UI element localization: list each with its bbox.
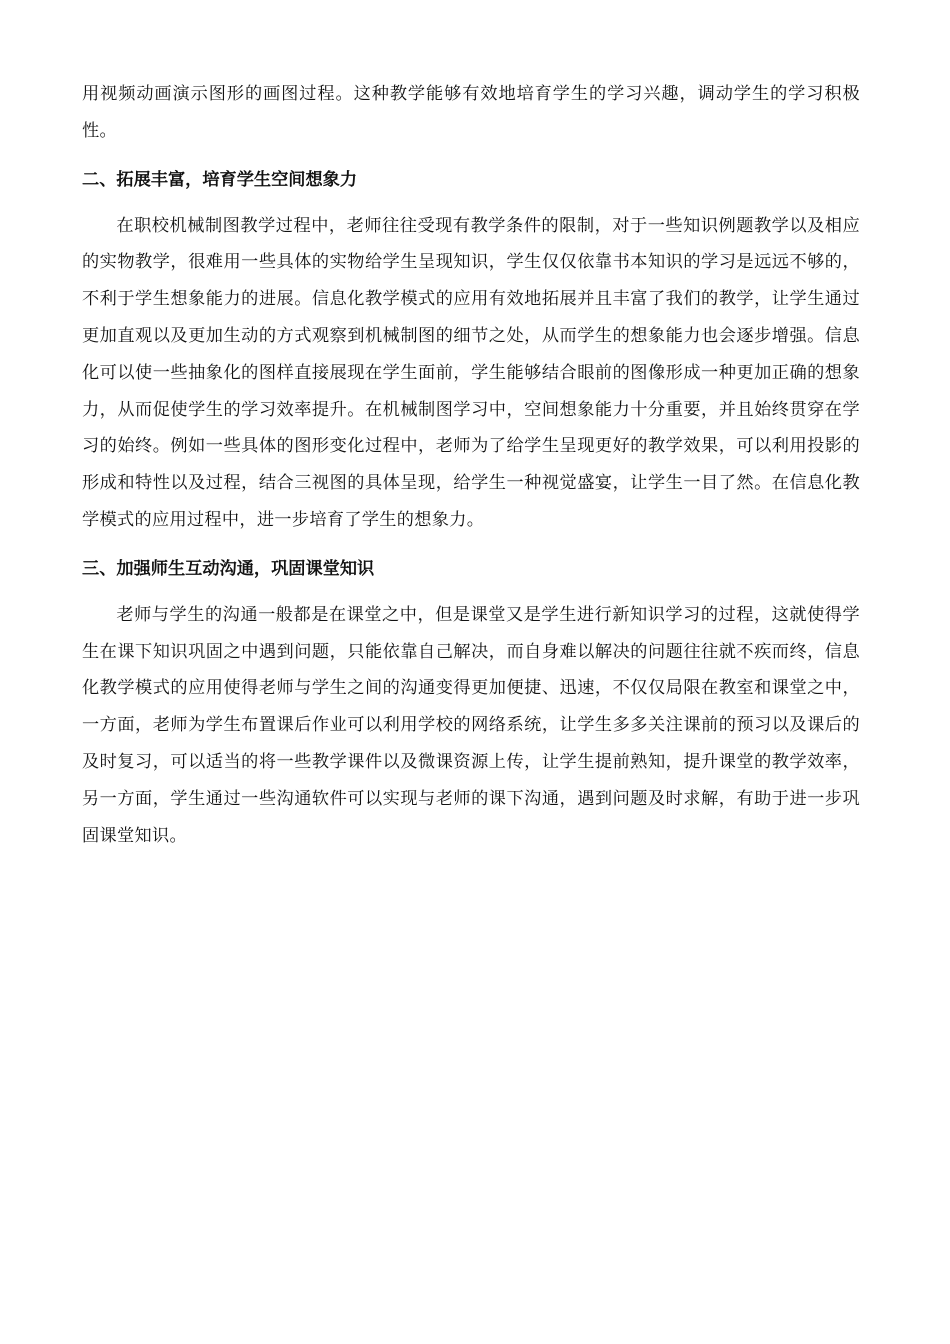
section-heading-3: 三、加强师生互动沟通，巩固课堂知识 [82, 558, 375, 579]
paragraph-section-3: 老师与学生的沟通一般都是在课堂之中，但是课堂又是学生进行新知识学习的过程，这就使得学生在课下知识巩固之中遇到问题，只能依靠自己解决，而自身难以解决的问题往往就不疾而终，信息化教学模式的应用使得老师与学生之间的沟通变得更加便捷、迅速，不仅仅局限在教室和课堂之中，一方面，老师为学生布置课后作业可以利用学校的网络系统，让学生多多关注课前的预习以及课后的及时复习，可以适当的将一些教学课件以及微课资源上传，让学生提前熟知，提升课堂的教学效率，另一方面，学生通过一些沟通软件可以实现与老师的课下沟通，遇到问题及时求解，有助于进一步巩固课堂知识。 [82, 604, 860, 846]
paragraph-section-2: 在职校机械制图教学过程中，老师往往受现有教学条件的限制，对于一些知识例题教学以及相应的实物教学，很难用一些具体的实物给学生呈现知识，学生仅仅依靠书本知识的学习是远远不够的，不利于学生想象能力的进展。信息化教学模式的应用有效地拓展并且丰富了我们的教学，让学生通过更加直观以及更加生动的方式观察到机械制图的细节之处，从而学生的想象能力也会逐步增强。信息化可以使一些抽象化的图样直接展现在学生面前，学生能够结合眼前的图像形成一种更加正确的想象力，从而促使学生的学习效率提升。在机械制图学习中，空间想象能力十分重要，并且始终贯穿在学习的始终。例如一些具体的图形变化过程中，老师为了给学生呈现更好的教学效果，可以利用投影的形成和特性以及过程，结合三视图的具体呈现，给学生一种视觉盛宴，让学生一目了然。在信息化教学模式的应用过程中，进一步培育了学生的想象力。 [82, 215, 860, 530]
document-page [82, 76, 860, 854]
paragraph-intro: 用视频动画演示图形的画图过程。这种教学能够有效地培育学生的学习兴趣，调动学生的学习积极性。 [82, 84, 860, 141]
section-heading-2: 二、拓展丰富，培育学生空间想象力 [82, 169, 358, 190]
